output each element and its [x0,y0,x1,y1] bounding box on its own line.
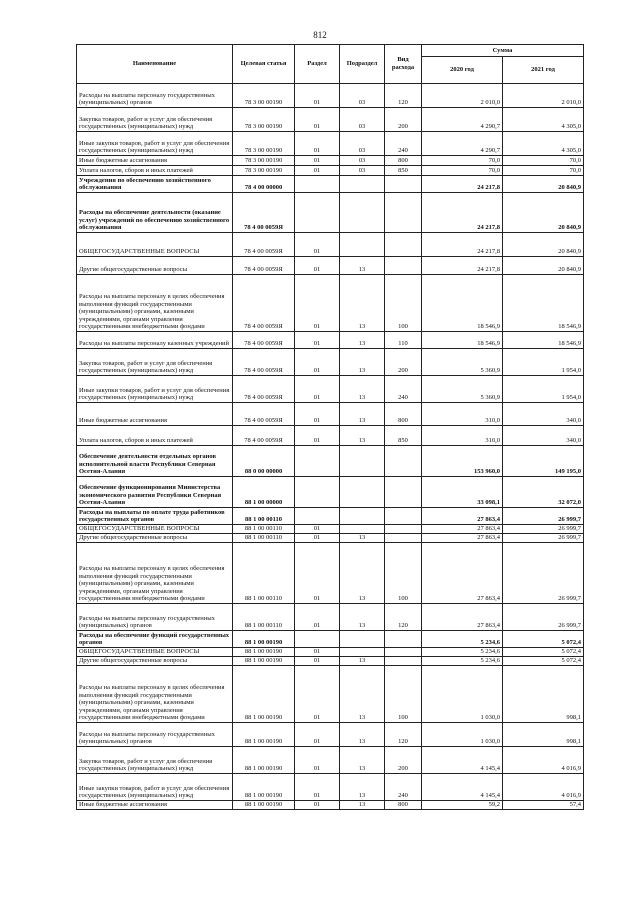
header-sum: Сумма [422,45,584,57]
row-name: ОБЩЕГОСУДАРСТВЕННЫЕ ВОПРОСЫ [77,648,233,657]
row-name: Расходы на выплаты персоналу в целях обеспечения выполнения функций государственными (муниципальными) органами, казенными учреждениями, органами управления государственными внебюджетными фондами [77,543,233,604]
row-value-2020: 27 863,4 [422,508,503,525]
row-value-2020: 24 217,8 [422,233,503,257]
row-target-code: 88 1 00 00190 [233,723,295,747]
row-value-2021: 998,1 [503,723,584,747]
table-row [77,275,584,332]
row-section [295,508,340,525]
row-target-code: 78 3 00 00190 [233,156,295,166]
table-row [77,403,584,426]
table-row [77,543,584,604]
table-row [77,193,584,233]
row-exp-type [385,648,422,657]
row-section: 01 [295,426,340,446]
row-exp-type: 120 [385,723,422,747]
row-value-2020: 5 234,6 [422,648,503,657]
row-target-code: 88 1 00 00190 [233,747,295,774]
row-subsection [340,176,385,193]
row-value-2021: 26 999,7 [503,525,584,534]
row-name: Уплата налогов, сборов и иных платежей [77,166,233,176]
table-row [77,176,584,193]
row-section: 01 [295,666,340,723]
row-target-code: 78 4 00 00000 [233,176,295,193]
row-target-code: 78 3 00 00190 [233,132,295,156]
row-name: Другие общегосударственные вопросы [77,257,233,275]
table-row [77,477,584,508]
table-row [77,446,584,477]
row-subsection: 13 [340,275,385,332]
row-subsection: 03 [340,108,385,132]
budget-table [76,44,584,810]
table-row [77,525,584,534]
row-target-code: 78 3 00 00190 [233,166,295,176]
row-target-code: 88 1 00 00190 [233,801,295,810]
row-target-code: 78 4 00 0059Я [233,193,295,233]
row-name: Расходы на выплаты персоналу государственных (муниципальных) органов [77,84,233,108]
row-section [295,193,340,233]
row-exp-type: 200 [385,747,422,774]
row-value-2021: 20 840,9 [503,257,584,275]
table-row [77,723,584,747]
header-name: Наименование [77,45,233,84]
row-section: 01 [295,657,340,666]
row-value-2021: 2 010,0 [503,84,584,108]
table-row [77,156,584,166]
row-target-code: 78 4 00 0059Я [233,332,295,349]
row-subsection: 13 [340,747,385,774]
row-subsection: 13 [340,403,385,426]
table-row [77,166,584,176]
row-name: Обеспечение функционирования Министерства экономического развития Республики Северная Осетия-Алания [77,477,233,508]
row-target-code: 78 4 00 0059Я [233,426,295,446]
row-name: Расходы на выплаты персоналу казенных учреждений [77,332,233,349]
row-subsection: 13 [340,723,385,747]
table-row [77,349,584,376]
row-section: 01 [295,156,340,166]
row-subsection: 13 [340,376,385,403]
row-value-2020: 5 360,9 [422,376,503,403]
row-value-2020: 70,0 [422,166,503,176]
row-exp-type: 850 [385,426,422,446]
row-target-code: 78 4 00 0059Я [233,403,295,426]
row-name: Закупка товаров, работ и услуг для обеспечения государственных (муниципальных) нужд [77,349,233,376]
row-subsection [340,631,385,648]
row-name: Расходы на обеспечение функций государственных органов [77,631,233,648]
row-value-2021: 18 546,9 [503,332,584,349]
table-row [77,631,584,648]
row-name: ОБЩЕГОСУДАРСТВЕННЫЕ ВОПРОСЫ [77,525,233,534]
row-value-2020: 310,0 [422,403,503,426]
row-section [295,446,340,477]
table-row [77,332,584,349]
row-exp-type [385,508,422,525]
row-value-2021: 26 999,7 [503,543,584,604]
row-section: 01 [295,774,340,801]
row-target-code: 78 4 00 0059Я [233,233,295,257]
row-value-2021: 4 016,9 [503,747,584,774]
header-exp-type: Вид расхода [385,45,422,84]
row-name: ОБЩЕГОСУДАРСТВЕННЫЕ ВОПРОСЫ [77,233,233,257]
row-value-2020: 24 217,8 [422,193,503,233]
row-section: 01 [295,534,340,543]
row-value-2021: 20 840,9 [503,193,584,233]
row-section [295,631,340,648]
row-subsection: 13 [340,604,385,631]
table-row [77,747,584,774]
row-target-code: 88 1 00 00190 [233,648,295,657]
row-target-code: 78 3 00 00190 [233,84,295,108]
row-target-code: 88 0 00 00000 [233,446,295,477]
row-value-2020: 153 960,0 [422,446,503,477]
table-row [77,508,584,525]
table-row [77,84,584,108]
header-code: Целевая статья [233,45,295,84]
row-value-2020: 310,0 [422,426,503,446]
row-exp-type: 200 [385,349,422,376]
row-value-2020: 70,0 [422,156,503,166]
row-exp-type: 120 [385,84,422,108]
row-name: Уплата налогов, сборов и иных платежей [77,426,233,446]
row-section: 01 [295,801,340,810]
row-value-2021: 998,1 [503,666,584,723]
row-subsection [340,477,385,508]
row-subsection [340,508,385,525]
row-target-code: 88 1 00 00110 [233,534,295,543]
row-value-2020: 4 145,4 [422,747,503,774]
row-value-2020: 4 290,7 [422,108,503,132]
row-value-2020: 18 546,9 [422,275,503,332]
row-subsection: 13 [340,543,385,604]
table-body [77,84,584,810]
row-exp-type: 800 [385,801,422,810]
row-section: 01 [295,648,340,657]
table-row [77,132,584,156]
row-value-2021: 340,0 [503,426,584,446]
row-subsection: 13 [340,426,385,446]
row-section: 01 [295,166,340,176]
row-target-code: 78 3 00 00190 [233,108,295,132]
row-subsection: 03 [340,132,385,156]
table-header [77,45,584,84]
row-subsection: 13 [340,801,385,810]
row-exp-type [385,193,422,233]
row-target-code: 78 4 00 0059Я [233,257,295,275]
row-subsection [340,193,385,233]
row-value-2021: 4 305,0 [503,108,584,132]
row-section: 01 [295,275,340,332]
row-name: Другие общегосударственные вопросы [77,534,233,543]
row-subsection: 13 [340,534,385,543]
row-value-2020: 33 098,1 [422,477,503,508]
row-name: Иные бюджетные ассигнования [77,156,233,166]
row-value-2020: 5 234,6 [422,657,503,666]
row-value-2020: 1 030,0 [422,666,503,723]
row-value-2021: 149 195,0 [503,446,584,477]
row-name: Расходы на выплаты персоналу в целях обеспечения выполнения функций государственными (муниципальными) органами, казенными учреждениями, органами управления государственными внебюджетными фондами [77,275,233,332]
row-value-2020: 27 863,4 [422,604,503,631]
header-section: Раздел [295,45,340,84]
row-section [295,477,340,508]
row-exp-type: 800 [385,403,422,426]
row-section: 01 [295,257,340,275]
row-subsection [340,525,385,534]
row-section: 01 [295,84,340,108]
row-value-2021: 1 954,0 [503,349,584,376]
row-value-2020: 5 360,9 [422,349,503,376]
row-name: Расходы на выплаты по оплате труда работников государственных органов [77,508,233,525]
row-name: Иные закупки товаров, работ и услуг для обеспечения государственных (муниципальных) нужд [77,132,233,156]
row-exp-type [385,631,422,648]
row-subsection: 13 [340,666,385,723]
table-row [77,774,584,801]
row-exp-type [385,525,422,534]
row-exp-type: 100 [385,275,422,332]
row-exp-type [385,477,422,508]
row-exp-type: 100 [385,543,422,604]
row-value-2021: 4 016,9 [503,774,584,801]
row-value-2021: 32 072,0 [503,477,584,508]
row-value-2021: 5 072,4 [503,631,584,648]
row-name: Расходы на обеспечение деятельности (оказание услуг) учреждений по обеспечению хозяйственного обслуживания [77,193,233,233]
row-value-2020: 27 863,4 [422,525,503,534]
row-exp-type [385,534,422,543]
row-target-code: 88 1 00 00190 [233,774,295,801]
row-value-2021: 340,0 [503,403,584,426]
row-value-2020: 18 546,9 [422,332,503,349]
row-subsection [340,446,385,477]
table-row [77,108,584,132]
header-year-2021: 2021 год [503,57,584,84]
page-number: 812 [313,30,327,40]
row-subsection [340,648,385,657]
row-section: 01 [295,604,340,631]
row-exp-type [385,176,422,193]
row-target-code: 88 1 00 00110 [233,508,295,525]
row-target-code: 88 1 00 00190 [233,666,295,723]
row-name: Другие общегосударственные вопросы [77,657,233,666]
row-exp-type [385,257,422,275]
row-target-code: 88 1 00 00110 [233,604,295,631]
row-exp-type [385,233,422,257]
row-value-2020: 5 234,6 [422,631,503,648]
table-row [77,257,584,275]
row-section: 01 [295,108,340,132]
row-target-code: 88 1 00 00110 [233,543,295,604]
row-exp-type: 850 [385,166,422,176]
row-value-2020: 2 010,0 [422,84,503,108]
row-target-code: 88 1 00 00000 [233,477,295,508]
row-subsection: 13 [340,657,385,666]
row-value-2021: 20 840,9 [503,176,584,193]
row-value-2021: 70,0 [503,166,584,176]
row-value-2020: 24 217,8 [422,176,503,193]
table-row [77,534,584,543]
row-value-2021: 20 840,9 [503,233,584,257]
row-subsection [340,233,385,257]
row-section: 01 [295,723,340,747]
row-name: Расходы на выплаты персоналу государственных (муниципальных) органов [77,723,233,747]
row-section: 01 [295,233,340,257]
row-value-2020: 59,2 [422,801,503,810]
row-subsection: 13 [340,349,385,376]
row-section: 01 [295,543,340,604]
table-row [77,801,584,810]
row-value-2021: 18 546,9 [503,275,584,332]
row-value-2021: 4 305,0 [503,132,584,156]
row-section: 01 [295,132,340,156]
row-value-2021: 26 999,7 [503,604,584,631]
table-row [77,604,584,631]
table-row [77,233,584,257]
row-value-2020: 1 030,0 [422,723,503,747]
row-target-code: 88 1 00 00190 [233,657,295,666]
row-subsection: 03 [340,166,385,176]
row-value-2020: 27 863,4 [422,534,503,543]
row-name: Иные бюджетные ассигнования [77,801,233,810]
row-exp-type: 200 [385,108,422,132]
row-value-2021: 57,4 [503,801,584,810]
row-name: Обеспечение деятельности отдельных органов исполнительной власти Республики Северная Осетия-Алания [77,446,233,477]
header-subsection: Подраздел [340,45,385,84]
row-name: Иные бюджетные ассигнования [77,403,233,426]
row-section: 01 [295,403,340,426]
row-name: Закупка товаров, работ и услуг для обеспечения государственных (муниципальных) нужд [77,108,233,132]
row-section: 01 [295,349,340,376]
row-exp-type: 240 [385,774,422,801]
row-name: Расходы на выплаты персоналу в целях обеспечения выполнения функций государственными (муниципальными) органами, казенными учреждениями, органами управления государственными внебюджетными фондами [77,666,233,723]
row-subsection: 03 [340,156,385,166]
row-value-2020: 24 217,8 [422,257,503,275]
row-exp-type: 240 [385,132,422,156]
row-value-2021: 1 954,0 [503,376,584,403]
row-value-2020: 27 863,4 [422,543,503,604]
table-row [77,666,584,723]
row-subsection: 03 [340,84,385,108]
row-value-2020: 4 290,7 [422,132,503,156]
row-section: 01 [295,332,340,349]
row-name: Иные закупки товаров, работ и услуг для обеспечения государственных (муниципальных) нужд [77,774,233,801]
table-row [77,648,584,657]
row-subsection: 13 [340,332,385,349]
row-section [295,176,340,193]
row-target-code: 78 4 00 0059Я [233,376,295,403]
row-target-code: 78 4 00 0059Я [233,275,295,332]
row-exp-type: 120 [385,604,422,631]
table-row [77,376,584,403]
table-row [77,657,584,666]
table-row [77,426,584,446]
row-value-2021: 26 999,7 [503,534,584,543]
row-name: Учреждения по обеспечению хозяйственного обслуживания [77,176,233,193]
row-section: 01 [295,747,340,774]
row-section: 01 [295,525,340,534]
row-name: Расходы на выплаты персоналу государственных (муниципальных) органов [77,604,233,631]
row-exp-type: 800 [385,156,422,166]
row-name: Закупка товаров, работ и услуг для обеспечения государственных (муниципальных) нужд [77,747,233,774]
row-exp-type [385,657,422,666]
row-target-code: 88 1 00 00190 [233,631,295,648]
row-subsection: 13 [340,257,385,275]
row-value-2021: 26 999,7 [503,508,584,525]
row-exp-type: 110 [385,332,422,349]
row-value-2021: 5 072,4 [503,648,584,657]
row-name: Иные закупки товаров, работ и услуг для обеспечения государственных (муниципальных) нужд [77,376,233,403]
row-exp-type: 100 [385,666,422,723]
row-target-code: 88 1 00 00110 [233,525,295,534]
row-exp-type: 240 [385,376,422,403]
row-section: 01 [295,376,340,403]
row-target-code: 78 4 00 0059Я [233,349,295,376]
row-subsection: 13 [340,774,385,801]
row-exp-type [385,446,422,477]
header-year-2020: 2020 год [422,57,503,84]
row-value-2021: 5 072,4 [503,657,584,666]
row-value-2020: 4 145,4 [422,774,503,801]
row-value-2021: 70,0 [503,156,584,166]
